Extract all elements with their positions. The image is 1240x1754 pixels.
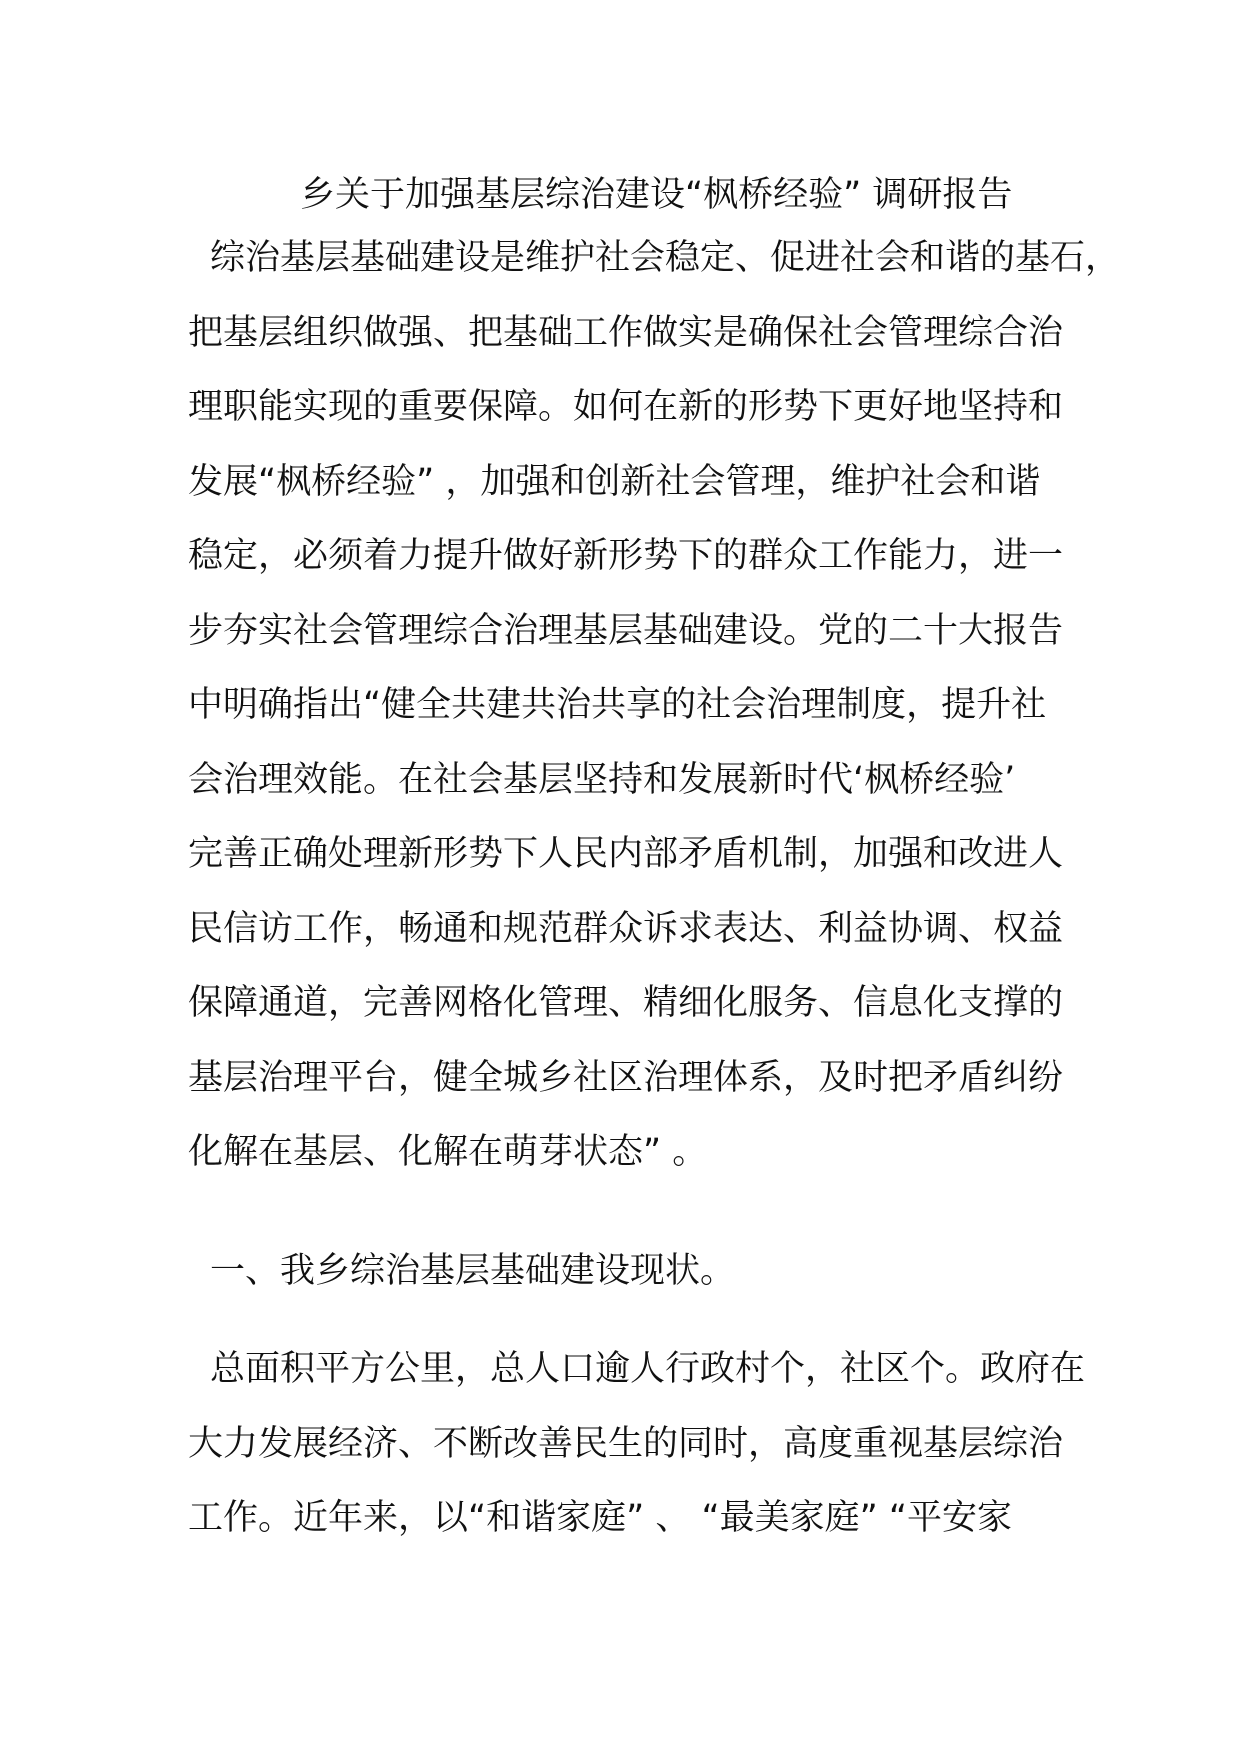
paragraph-line: 中明确指出“健全共建共治共享的社会治理制度，提升社 bbox=[188, 685, 1047, 725]
paragraph-status bbox=[188, 1332, 1086, 1556]
paragraph-line: 大力发展经济、不断改善民生的同时，高度重视基层综治 bbox=[188, 1423, 1064, 1464]
paragraph-line: 发展“枫桥经验” ，加强和创新社会管理，维护社会和谐 bbox=[188, 461, 1041, 502]
section-heading bbox=[188, 1234, 1068, 1309]
document-title: 乡关于加强基层综治建设“枫桥经验” 调研报告 bbox=[300, 175, 1013, 215]
paragraph-line: 工作。近年来，以“和谐家庭” 、 “最美家庭” “平安家 bbox=[188, 1498, 1013, 1538]
paragraph-line: 会治理效能。在社会基层坚持和发展新时代‘枫桥经验’ bbox=[188, 759, 1016, 800]
paragraph-line: 理职能实现的重要保障。如何在新的形势下更好地坚持和 bbox=[188, 387, 1064, 427]
paragraph-line: 步夯实社会管理综合治理基层基础建设。党的二十大报告 bbox=[188, 610, 1064, 651]
paragraph-line: 完善正确处理新形势下人民内部矛盾机制，加强和改进人 bbox=[188, 834, 1064, 874]
paragraph-line: 总面积平方公里，总人口逾人行政村个，社区个。政府在 bbox=[210, 1349, 1086, 1389]
paragraph-line: 综治基层基础建设是维护社会稳定、促进社会和谐的基石， bbox=[210, 238, 1121, 278]
paragraph-line: 化解在基层、化解在萌芽状态” 。 bbox=[188, 1132, 708, 1172]
paragraph-line: 稳定，必须着力提升做好新形势下的群众工作能力，进一 bbox=[188, 536, 1064, 576]
paragraph-intro bbox=[188, 221, 1121, 1190]
paragraph-line: 保障通道，完善网格化管理、精细化服务、信息化支撑的 bbox=[188, 983, 1064, 1023]
paragraph-line: 民信访工作，畅通和规范群众诉求表达、利益协调、权益 bbox=[188, 908, 1064, 949]
paragraph-line: 把基层组织做强、把基础工作做实是确保社会管理综合治 bbox=[188, 312, 1064, 353]
paragraph-line: 基层治理平台，健全城乡社区治理体系，及时把矛盾纠纷 bbox=[188, 1057, 1064, 1098]
section-heading-text: 一、我乡综治基层基础建设现状。 bbox=[210, 1251, 736, 1291]
